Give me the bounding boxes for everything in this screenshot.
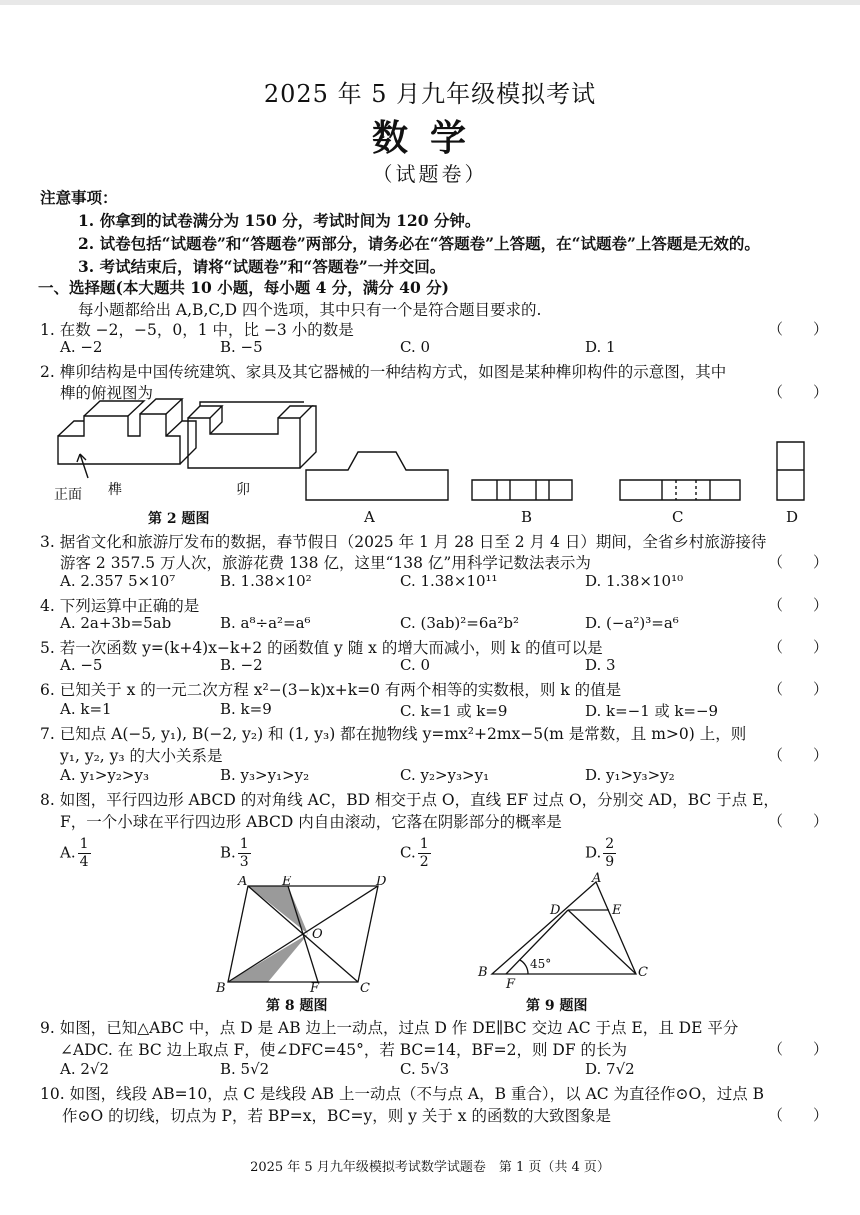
q8-answer-paren: （ ）: [768, 812, 829, 830]
exam-title: 2025 年 5 月九年级模拟考试: [263, 80, 597, 108]
q1-option-b: B. −5: [220, 338, 263, 356]
q2-choice-label-d: D: [786, 508, 799, 526]
q9-answer-paren: （ ）: [768, 1040, 829, 1058]
q8-caption: 第 8 题图: [266, 998, 328, 1014]
q4-option-a: A. 2a+3b=5ab: [60, 614, 172, 632]
q9-point-a: A: [592, 872, 602, 886]
q7-option-b: B. y₃>y₁>y₂: [220, 766, 310, 784]
q5-option-d: D. 3: [585, 656, 616, 674]
q8-option-a: A. $\frac{1}{4}$: [60, 836, 89, 870]
q8-point-o: O: [312, 927, 323, 942]
q3-stem: 3. 据省文化和旅游厅发布的数据，春节假日（2025 年 1 月 28 日至 2 月 4 日）期间，全省乡村旅游接待: [40, 533, 767, 551]
paper-type: （试题卷）: [372, 162, 488, 186]
q9-figure: [476, 872, 656, 992]
q6-option-d: D. k=−1 或 k=−9: [585, 702, 719, 720]
q4-stem: 4. 下列运算中正确的是: [40, 597, 200, 615]
q2-choice-label-c: C: [672, 508, 684, 526]
q9-option-a: A. 2√2: [60, 1060, 110, 1078]
q3-option-a: A. 2.357 5×10⁷: [60, 572, 176, 590]
q7-stem: 7. 已知点 A(−5, y₁), B(−2, y₂) 和 (1, y₃) 都在抛物线 y=mx²+2mx−5(m 是常数，且 m>0) 上，则: [40, 725, 747, 743]
q9-option-d: D. 7√2: [585, 1060, 635, 1078]
q2-caption: 第 2 题图: [148, 511, 210, 527]
q8-point-c: C: [360, 981, 370, 992]
q9-point-c: C: [638, 965, 648, 980]
q8-point-f: F: [310, 981, 320, 992]
q3-stem: 游客 2 357.5 万人次，旅游花费 138 亿，这里“138 亿”用科学记数法表示为: [60, 554, 591, 572]
q6-stem: 6. 已知关于 x 的一元二次方程 x²−(3−k)x+k=0 有两个相等的实数根，则 k 的值是: [40, 681, 622, 699]
q2-label-front: 正面: [54, 487, 82, 503]
notice-item: 1. 你拿到的试卷满分为 150 分，考试时间为 120 分钟。: [78, 211, 481, 230]
q9-stem: 9. 如图，已知△ABC 中，点 D 是 AB 边上一动点，过点 D 作 DE∥BC 交边 AC 于点 E，且 DE 平分: [40, 1019, 739, 1037]
top-edge: [0, 0, 860, 5]
q10-stem: 作⊙O 的切线，切点为 P，若 BP=x，BC=y，则 y 关于 x 的函数的大致图象是: [62, 1107, 611, 1125]
q9-option-c: C. 5√3: [400, 1060, 450, 1078]
q7-option-a: A. y₁>y₂>y₃: [60, 766, 149, 784]
q7-option-c: C. y₂>y₃>y₁: [400, 766, 490, 784]
notice-heading: 注意事项：: [40, 188, 118, 207]
q5-answer-paren: （ ）: [768, 638, 829, 656]
q3-answer-paren: （ ）: [768, 553, 829, 571]
q4-answer-paren: （ ）: [768, 596, 829, 614]
q6-option-a: A. k=1: [60, 700, 112, 718]
q1-stem: 1. 在数 −2，−5，0，1 中，比 −3 小的数是: [40, 321, 354, 339]
q2-choice-label-a: A: [364, 508, 375, 526]
notice-item: 3. 考试结束后，请将“试题卷”和“答题卷”一并交回。: [78, 257, 446, 276]
q8-figure: [210, 876, 390, 992]
q1-option-d: D. 1: [585, 338, 616, 356]
q2-label-tenon: 榫: [108, 482, 122, 498]
q2-label-mortise: 卯: [236, 482, 250, 498]
q8-point-e: E: [282, 876, 292, 889]
q2-answer-paren: （ ）: [768, 383, 829, 401]
q9-angle-label: 45°: [530, 957, 552, 971]
q9-point-d: D: [550, 903, 561, 918]
q1-answer-paren: （ ）: [768, 320, 829, 338]
q5-option-c: C. 0: [400, 656, 431, 674]
q9-point-b: B: [478, 965, 488, 980]
q3-option-b: B. 1.38×10²: [220, 572, 312, 590]
q2-stem: 2. 榫卯结构是中国传统建筑、家具及其它器械的一种结构方式，如图是某种榫卯构件的示意图，其中: [40, 363, 727, 381]
q10-stem: 10. 如图，线段 AB=10，点 C 是线段 AB 上一动点（不与点 A，B 重合），以 AC 为直径作⊙O，过点 B: [40, 1085, 765, 1103]
q9-stem: ∠ADC. 在 BC 边上取点 F，使∠DFC=45°，若 BC=14，BF=2，则 DF 的长为: [60, 1041, 628, 1059]
q4-option-c: C. (3ab)²=6a²b²: [400, 614, 519, 632]
q2-choice-label-b: B: [521, 508, 533, 526]
q3-option-c: C. 1.38×10¹¹: [400, 572, 498, 590]
q8-point-a: A: [238, 876, 248, 889]
q5-option-b: B. −2: [220, 656, 263, 674]
subject-title: 数学: [371, 117, 488, 159]
q8-option-d: D. $\frac{2}{9}$: [585, 836, 615, 870]
section-instruction: 每小题都给出 A,B,C,D 四个选项，其中只有一个是符合题目要求的.: [78, 301, 542, 319]
q6-option-b: B. k=9: [220, 700, 272, 718]
q7-stem: y₁, y₂, y₃ 的大小关系是: [60, 747, 223, 765]
q5-stem: 5. 若一次函数 y=(k+4)x−k+2 的函数值 y 随 x 的增大而减小，则 k 的值可以是: [40, 639, 603, 657]
page-footer: 2025 年 5 月九年级模拟考试数学试题卷 第 1 页（共 4 页）: [250, 1160, 610, 1175]
q9-point-f: F: [506, 977, 516, 992]
q4-option-d: D. (−a²)³=a⁶: [585, 614, 679, 632]
q8-option-c: C. $\frac{1}{2}$: [400, 836, 429, 870]
q4-option-b: B. a⁸÷a²=a⁶: [220, 614, 311, 632]
q1-option-a: A. −2: [60, 338, 103, 356]
q8-point-b: B: [216, 981, 226, 992]
q7-answer-paren: （ ）: [768, 746, 829, 764]
q6-option-c: C. k=1 或 k=9: [400, 702, 508, 720]
q1-option-c: C. 0: [400, 338, 431, 356]
q10-answer-paren: （ ）: [768, 1106, 829, 1124]
q9-point-e: E: [612, 903, 622, 918]
q8-option-b: B. $\frac{1}{3}$: [220, 836, 249, 870]
q3-option-d: D. 1.38×10¹⁰: [585, 572, 684, 590]
section-heading: 一、选择题(本大题共 10 小题，每小题 4 分，满分 40 分): [38, 278, 449, 297]
q9-option-b: B. 5√2: [220, 1060, 270, 1078]
q2-stem: 榫的俯视图为: [60, 384, 154, 402]
q7-option-d: D. y₁>y₃>y₂: [585, 766, 675, 784]
q8-stem: F，一个小球在平行四边形 ABCD 内自由滚动，它落在阴影部分的概率是: [60, 813, 562, 831]
q5-option-a: A. −5: [60, 656, 103, 674]
notice-item: 2. 试卷包括“试题卷”和“答题卷”两部分，请务必在“答题卷”上答题，在“试题卷”上答题是无效的。: [78, 234, 760, 253]
q8-point-d: D: [376, 876, 387, 889]
q8-stem: 8. 如图，平行四边形 ABCD 的对角线 AC，BD 相交于点 O，直线 EF 过点 O，分别交 AD，BC 于点 E，: [40, 791, 779, 809]
q6-answer-paren: （ ）: [768, 680, 829, 698]
q9-caption: 第 9 题图: [526, 998, 588, 1014]
